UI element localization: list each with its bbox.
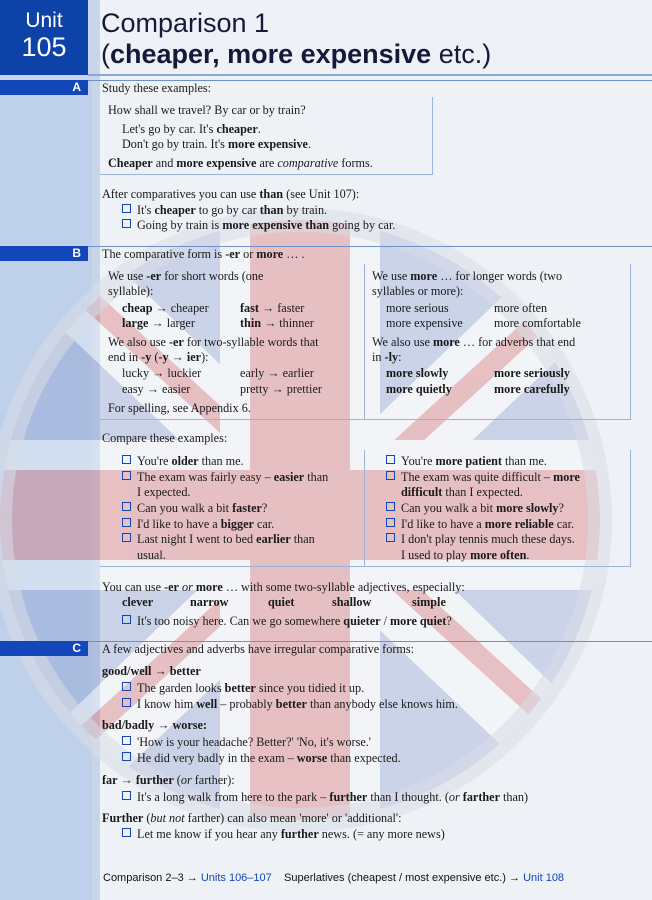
bullet-square-icon [386,502,395,511]
section-label-c: C [0,641,88,656]
b-cl-3: Can you walk a bit faster? [122,501,267,516]
b-left-w3: lucky → luckier [122,366,202,380]
bullet-square-icon [122,682,131,691]
bullet-square-icon [122,736,131,745]
b-right-m1: more serious [386,301,449,315]
c-further-1: Let me know if you hear any further news. (= any more news) [122,827,445,842]
a-after: After comparatives you can use than (see Unit 107): [102,187,360,201]
a-line-2: Don't go by train. It's more expensive. [122,137,311,151]
b-left-w4r: pretty → prettier [240,382,322,396]
b-cl-5-line2: usual. [137,548,166,562]
b-left-p1: We use -er for short words (one [108,269,264,283]
b-cr-4: I'd like to have a more reliable car. [386,517,574,532]
b-cl-2-line2: I expected. [137,485,191,499]
bullet-square-icon [122,219,131,228]
title-rule [88,74,652,76]
link-units-106-107[interactable]: Units 106–107 [200,872,272,884]
bullet-square-icon [122,471,131,480]
title-line-1: Comparison 1 [101,8,270,38]
b-right-m2: more often [494,301,548,315]
b-right-m7: more quietly [386,382,452,396]
c-bad-head: bad/badly → worse: [102,718,207,732]
a-line-1: Let's go by car. It's cheaper. [122,122,261,136]
c-good-head: good/well → better [102,664,201,678]
b-compare: Compare these examples: [102,431,228,445]
a-question: How shall we travel? By car or by train? [108,103,306,117]
b-right-m6: more seriously [494,366,570,380]
b-cr-1: You're more patient than me. [386,454,547,469]
b-left-w2r: thin → thinner [240,316,314,330]
bullet-square-icon [122,615,131,624]
unit-word: Unit [25,9,63,32]
c-bad-2: He did very badly in the exam – worse than expected. [122,751,401,766]
link-unit-108[interactable]: Unit 108 [523,872,565,884]
bullet-square-icon [386,533,395,542]
c-intro: A few adjectives and adverbs have irregular comparative forms: [102,642,415,656]
c-good-1: The garden looks better since you tidied it up. [122,681,364,696]
bullet-square-icon [122,518,131,527]
b-right-p2-line2: in -ly: [372,350,402,364]
c-good-2: I know him well – probably better than anybody else knows him. [122,697,458,712]
adj-simple: simple [412,595,446,609]
a-intro: Study these examples: [102,81,211,95]
b-cl-1: You're older than me. [122,454,244,469]
adj-clever: clever [122,595,154,609]
b-left-w3r: early → earlier [240,366,314,380]
b-table-right [630,264,631,420]
b-cl-2: The exam was fairly easy – easier than [122,470,328,485]
bullet-square-icon [122,828,131,837]
b-left-w1r: fast → faster [240,301,305,315]
b-left-spelling: For spelling, see Appendix 6. [108,401,251,415]
bullet-square-icon [122,455,131,464]
b-cl-5: Last night I went to bed earlier than [122,532,315,547]
unit-badge [0,0,88,75]
bullet-square-icon [386,455,395,464]
a-example-2: Going by train is more expensive than going by car. [122,218,395,233]
b-left-p1-line2: syllable): [108,284,154,298]
b-compare-right [630,450,631,567]
b-right-m5: more slowly [386,366,449,380]
c-bad-1: 'How is your headache? Better?' 'No, it's worse.' [122,735,371,750]
section-label-b: B [0,246,88,261]
b-left-w2: large → larger [122,316,195,330]
b-compare-bottom [100,566,630,567]
b-left-w1: cheap → cheaper [122,301,209,315]
b-cr-2-line2: difficult than I expected. [401,485,523,499]
b-right-p2: We also use more … for adverbs that end [372,335,576,349]
c-far-1: It's a long walk from here to the park – further than I thought. (or farther than) [122,790,528,805]
b-compare-divider [364,450,365,566]
bullet-square-icon [386,518,395,527]
adj-shallow: shallow [332,595,372,609]
b-right-m3: more expensive [386,316,463,330]
adj-narrow: narrow [190,595,229,609]
b-cr-5: I don't play tennis much these days. [386,532,575,547]
a-line-3: Cheaper and more expensive are comparative forms. [108,156,373,170]
bullet-square-icon [122,204,131,213]
title-line-2: (cheaper, more expensive etc.) [101,39,492,69]
bullet-square-icon [122,502,131,511]
bullet-square-icon [122,752,131,761]
cross-reference-footer: Comparison 2–3 → Units 106–107 Superlatives (cheapest / most expensive etc.) → Unit 108 [103,872,565,884]
b-two-syllable: You can use -er or more … with some two-syllable adjectives, especially: [102,580,465,594]
b-left-p2-line2: end in -y (-y → ier): [108,350,209,364]
page-title [101,8,491,70]
b-table-bottom [100,419,630,420]
b-left-p2: We also use -er for two-syllable words that [108,335,319,349]
bullet-square-icon [122,533,131,542]
b-right-p1: We use more … for longer words (two [372,269,563,283]
b-cr-2: The exam was quite difficult – more [386,470,580,485]
a-example-1: It's cheaper to go by car than by train. [122,203,327,218]
b-right-p1-line2: syllables or more): [372,284,464,298]
b-cr-5-line2: I used to play more often. [401,548,530,562]
b-cr-3: Can you walk a bit more slowly? [386,501,564,516]
b-right-m8: more carefully [494,382,570,396]
bullet-square-icon [122,791,131,800]
bullet-square-icon [122,698,131,707]
b-left-w4: easy → easier [122,382,191,396]
c-far-head: far → further (or farther): [102,773,235,787]
c-further-head: Further (but not farther) can also mean 'more' or 'additional': [102,811,402,825]
b-cl-4: I'd like to have a bigger car. [122,517,274,532]
b-noisy: It's too noisy here. Can we go somewhere quieter / more quiet? [122,614,452,629]
bullet-square-icon [386,471,395,480]
b-right-m4: more comfortable [494,316,581,330]
b-intro: The comparative form is -er or more … . [102,247,305,261]
section-label-a: A [0,80,88,95]
adj-quiet: quiet [268,595,295,609]
b-column-divider [364,264,365,420]
unit-number: 105 [21,32,67,62]
